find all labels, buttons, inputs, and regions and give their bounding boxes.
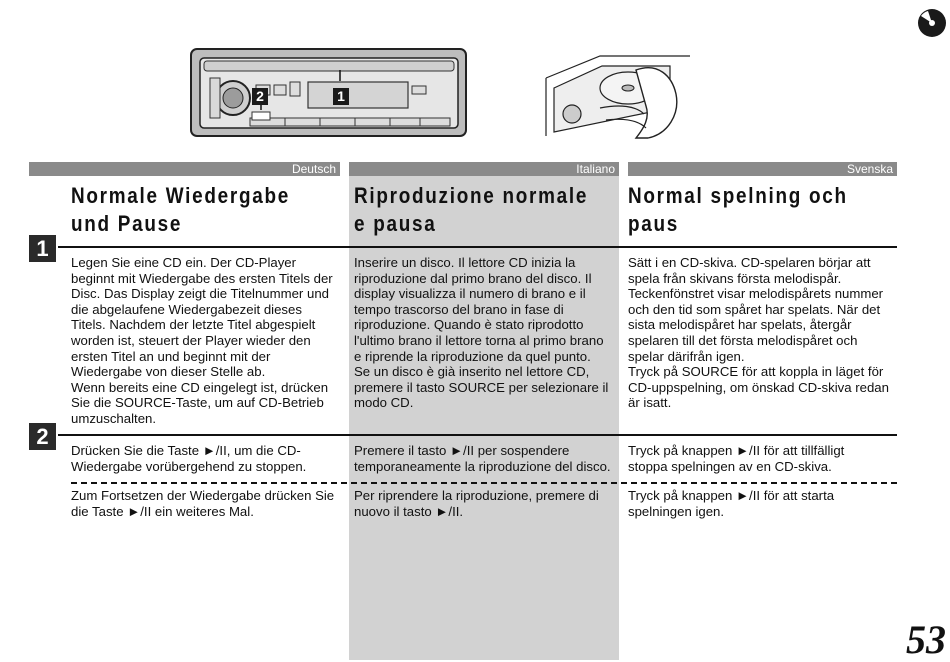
dashed-divider [71, 482, 897, 484]
disc-icon [917, 8, 947, 38]
svenska-step-1-text: Sätt i en CD-skiva. CD-spelaren börjar att spela från skivans första melodispår. Teckenfönstret visar melodispårets nummer och den tid som spåret har spelats. När det sista melodispåret har spelats, återgår spelaren till det första melodispåret och spelar därifrån igen. Tryck på SOURCE för att koppla in läget för CD-uppspelning, om önskad CD-skiva redan är isatt. [628, 255, 889, 411]
section-title-deutsch [71, 182, 290, 238]
italiano-step-2-text: Premere il tasto ►/II per sospendere temporaneamente la riproduzione del disco. [354, 443, 611, 474]
section-title-italiano [354, 182, 588, 238]
callout-2: 2 [252, 88, 268, 105]
language-header-svenska: Svenska [628, 162, 897, 176]
deutsch-step-1-text: Legen Sie eine CD ein. Der CD-Player beginnt mit Wiedergabe des ersten Titels der Disc. Das Display zeigt die Titelnummer und die abgelaufene Wiedergabezeit dieses Titels. Nachdem der letzte Titel abgespielt worden ist, steuert der Player wieder den ersten Titel an und beginnt mit der Wiedergabe von dieser Stelle ab. Wenn bereits eine CD eingelegt ist, drücken Sie die SOURCE-Taste, um auf CD-Betrieb umzuschalten. [71, 255, 333, 426]
italiano-column-background [349, 176, 619, 660]
deutsch-step-2-text: Drücken Sie die Taste ►/II, um die CD- Wiedergabe vorübergehend zu stoppen. [71, 443, 307, 474]
head-unit-illustration [190, 48, 468, 138]
section-title-svenska [628, 182, 848, 238]
section-title-line-1: Normale Wiedergabe [71, 183, 291, 208]
step-2-divider [58, 434, 897, 436]
step-1-divider [58, 246, 897, 248]
italiano-resume-text: Per riprendere la riproduzione, premere di nuovo il tasto ►/II. [354, 488, 599, 519]
language-header-deutsch: Deutsch [29, 162, 340, 176]
section-title-line-2: paus [628, 211, 680, 236]
step-1-marker: 1 [29, 235, 56, 262]
italiano-step-1-text: Inserire un disco. Il lettore CD inizia la riproduzione dal primo brano del disco. Il display visualizza il numero di brano e il tempo trascorso del brano in fase di riproduzione. Quando è stato riprodotto l'ultimo brano il lettore torna al primo brano e riprende la riproduzione da quel punto. Se un disco è già inserito nel lettore CD, premere il tasto SOURCE per selezionare il modo CD. [354, 255, 609, 411]
disc-insertion-illustration [540, 48, 700, 140]
callout-1: 1 [333, 88, 349, 105]
svenska-step-2-text: Tryck på knappen ►/II för att tillfälligt stoppa spelningen av en CD-skiva. [628, 443, 845, 474]
section-title-line-1: Riproduzione normale [354, 183, 589, 208]
step-2-marker: 2 [29, 423, 56, 450]
svenska-resume-text: Tryck på knappen ►/II för att starta spelningen igen. [628, 488, 835, 519]
language-header-italiano: Italiano [349, 162, 619, 176]
deutsch-resume-text: Zum Fortsetzen der Wiedergabe drücken Sie die Taste ►/II ein weiteres Mal. [71, 488, 335, 519]
section-title-line-2: e pausa [354, 211, 437, 236]
section-title-line-1: Normal spelning och [628, 183, 848, 208]
page-number: 53 [906, 617, 946, 662]
section-title-line-2: und Pause [71, 211, 183, 236]
